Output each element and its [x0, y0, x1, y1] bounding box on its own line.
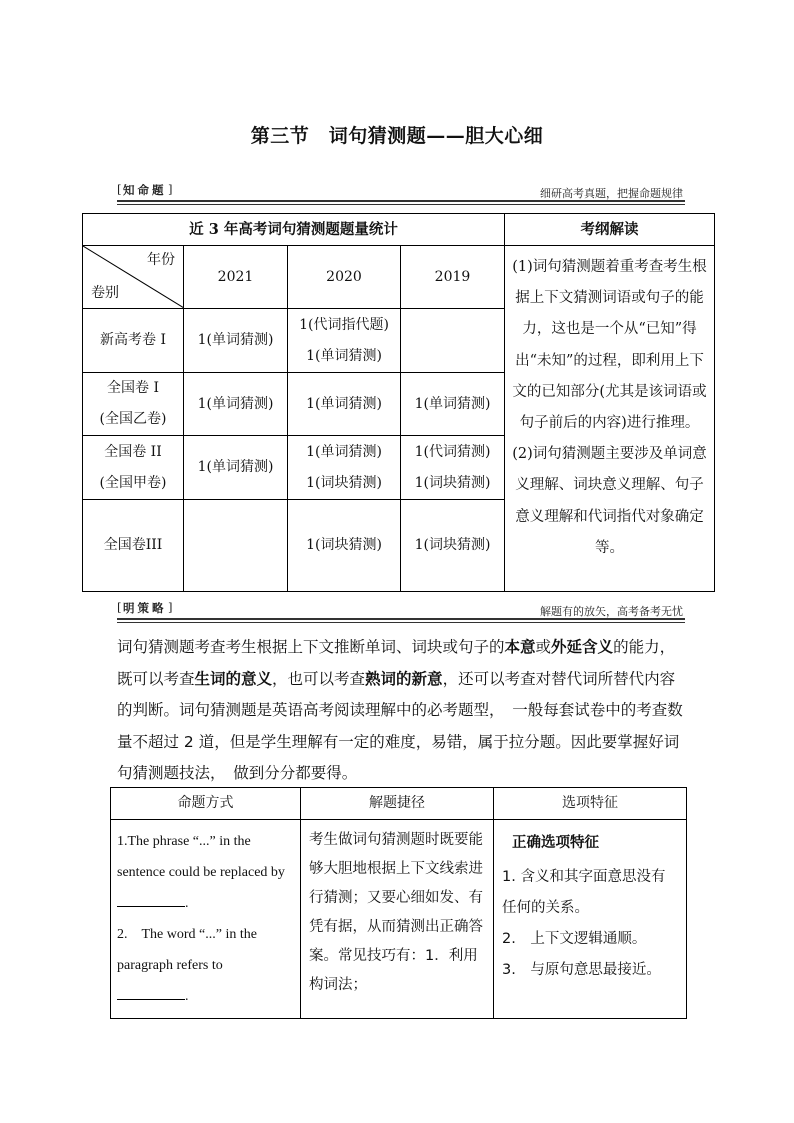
- paragraph-text: 或: [535, 638, 552, 656]
- divider: [117, 204, 685, 205]
- year-label: 年份: [147, 252, 175, 268]
- paragraph-bold: 本意: [504, 638, 536, 656]
- stats-table: [82, 213, 715, 592]
- column-header: 解题捷径: [301, 788, 494, 820]
- divider: [117, 622, 685, 623]
- option-features-subtitle: 正确选项特征: [512, 835, 599, 851]
- diagonal-header-cell: [83, 246, 184, 309]
- paragraph-text: 词句猜测题考查考生根据上下文推断单词、词块或句子的: [117, 638, 505, 656]
- paper-name: 全国卷III: [103, 537, 163, 553]
- year-header: 2019: [401, 246, 505, 309]
- stats-header: 近 3 年高考词句猜测题题量统计: [83, 214, 505, 246]
- table-row: [111, 820, 687, 1019]
- section-bar-zhimingti: [117, 183, 685, 205]
- empty-cell: [184, 500, 288, 592]
- paper-name: 全国卷 II: [104, 443, 162, 460]
- answer-blank: [117, 905, 185, 907]
- question-form-1: 1.The phrase “...” in the sentence could be replaced by .: [117, 834, 285, 911]
- question-forms: [111, 820, 301, 1019]
- count-cell: 1(代词指代题): [299, 316, 389, 333]
- paper-name: (全国甲卷): [99, 474, 167, 491]
- empty-cell: [401, 309, 505, 373]
- section-caption: 解题有的放矢，高考备考无忧: [540, 605, 683, 618]
- count-cell: 1(词块猜测): [414, 474, 491, 491]
- page-title: 第三节 词句猜测题——胆大心细: [250, 125, 544, 147]
- question-form-2: 2. The word “...” in the paragraph refers to .: [117, 927, 257, 1004]
- year-header: 2020: [288, 246, 401, 309]
- paragraph-bold: 外延含义: [551, 638, 614, 656]
- paragraph-bold: 生词的意义: [194, 669, 273, 688]
- count-cell: 1(单词猜测): [306, 443, 382, 460]
- count-cell: 1(词块猜测): [306, 474, 382, 491]
- count-cell: 1(单词猜测): [414, 395, 491, 412]
- section-caption: 细研高考真题，把握命题规律: [540, 187, 683, 200]
- paper-name: (全国乙卷): [99, 411, 167, 427]
- list-item: 3. 与原句意思最接近。: [502, 962, 661, 978]
- year-header: 2021: [184, 246, 288, 309]
- list-item: 2. 上下文逻辑通顺。: [502, 931, 647, 947]
- divider: [117, 618, 685, 620]
- count-cell: 1(单词猜测): [197, 332, 274, 348]
- count-cell: 1(单词猜测): [197, 395, 274, 412]
- exam-notes: (1)词句猜测题着重考查考生根据上下文猜测词语或句子的能力，这也是一个从“已知”得出“未知”的过程，即利用上下文的已知部分(尤其是该词语或句子前后的内容)进行推理。(2)词句猜测题主要涉及单词意义理解、词块意义理解、句子意义理解和代词指代对象确定等。: [505, 246, 715, 592]
- paper-label: 卷别: [91, 285, 119, 301]
- count-cell: 1(单词猜测): [306, 395, 382, 412]
- strategy-paragraph: [117, 632, 689, 790]
- divider: [117, 200, 685, 202]
- count-cell: 1(单词猜测): [197, 459, 274, 475]
- paper-name: 新高考卷 I: [100, 332, 166, 348]
- paragraph-text: 的能力，既可以考查: [117, 638, 676, 688]
- count-cell: 1(代词猜测): [414, 443, 491, 460]
- paragraph-bold: 熟词的新意: [365, 669, 443, 688]
- option-features: [494, 820, 687, 1019]
- paragraph-text: ，还可以考查对替代词所替代内容的判断。词句猜测题是英语高考阅读理解中的必考题型， 一般每套试卷中的考查数量不超过 2 道，但是学生理解有一定的难度，易错，属于拉分题。因此要掌握好词句猜测题技法， 做到分分都要得。: [117, 669, 683, 782]
- paper-name: 全国卷 I: [107, 380, 159, 396]
- list-item: 1. 含义和其字面意思没有任何的关系。: [502, 869, 666, 916]
- solving-shortcut: 考生做词句猜测题时既要能够大胆地根据上下文线索进行猜测；又要心细如发、有凭有据，从而猜测出正确答案。常见技巧有：1．利用构词法；: [301, 820, 494, 1019]
- paragraph-text: ，也可以考查: [272, 669, 366, 688]
- section-tag: [ 知命题 ]: [117, 183, 173, 198]
- section-tag: [ 明策略 ]: [117, 601, 173, 616]
- count-cell: 1(词块猜测): [306, 537, 382, 553]
- notes-header: 考纲解读: [505, 214, 715, 246]
- column-header: 选项特征: [494, 788, 687, 820]
- count-cell: 1(单词猜测): [306, 347, 382, 364]
- method-table: [110, 787, 687, 1019]
- count-cell: 1(词块猜测): [414, 537, 491, 553]
- column-header: 命题方式: [111, 788, 301, 820]
- section-bar-mingcelue: [117, 601, 685, 623]
- answer-blank: [117, 998, 185, 1000]
